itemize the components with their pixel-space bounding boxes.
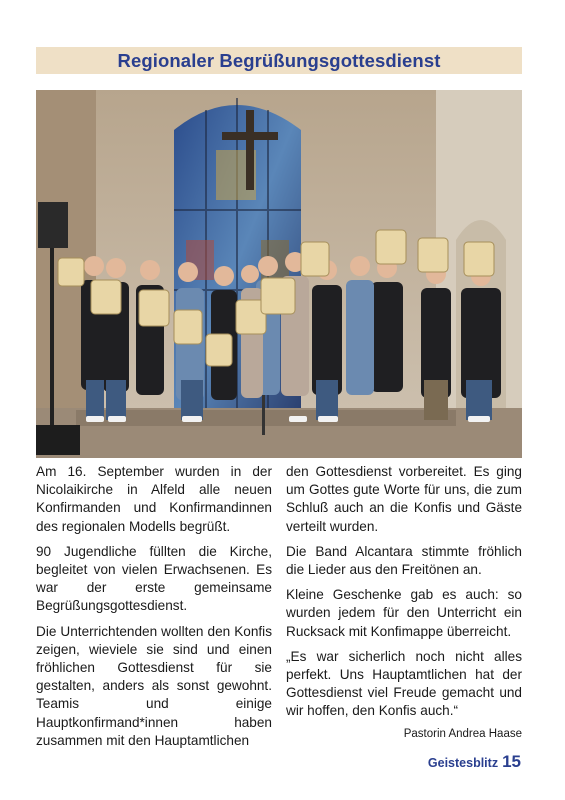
paragraph: den Gottesdienst vorbereitet. Es ging um Gottes gute Worte für uns, die zum Schluß auch an die Konfis und Gäste verteilt wurden. [286,464,522,534]
title-bar [36,47,522,74]
author-signature: Pastorin Andrea Haase [403,727,522,740]
magazine-name: Geistesblitz [427,756,499,770]
page-number: 15 [502,752,521,771]
page-footer [428,752,521,772]
quote-paragraph: „Es war sicherlich noch nicht alles perfekt. Uns Hauptamtlichen hat der Gottesdienst viel Freude gemacht und wir hoffen, den Konfis auch.“ [286,648,522,719]
group-photo [36,90,522,458]
paragraph: Die Unterrichtenden wollten den Konfis zeigen, wieviele sie sind und einen fröhlichen Gottesdienst für sie gestalten, anders als sonst gewohnt. Teamis und einige Hauptkonfirmand*innen haben zusammen mit den Hauptamtlichen [36,623,272,748]
paragraph: Die Band Alcantara stimmte fröhlich die Lieder aus den Freitönen an. [286,543,522,578]
article-column-left [36,463,272,757]
page-title: Regionaler Begrüßungsgottesdienst [117,49,441,71]
article-column-right [286,463,522,743]
paragraph: Am 16. September wurden in der Nicolaikirche in Alfeld alle neuen Konfirmanden und Konfirmandinnen des regionalen Modells begrüßt. [36,464,272,534]
paragraph: 90 Jugendliche füllten die Kirche, begleitet von vielen Erwachsenen. Es war der erste gemeinsame Begrüßungsgottesdienst. [36,543,272,614]
paragraph: Kleine Geschenke gab es auch: so wurden jedem für den Unterricht ein Rucksack mit Konfimappe überreicht. [286,587,522,639]
